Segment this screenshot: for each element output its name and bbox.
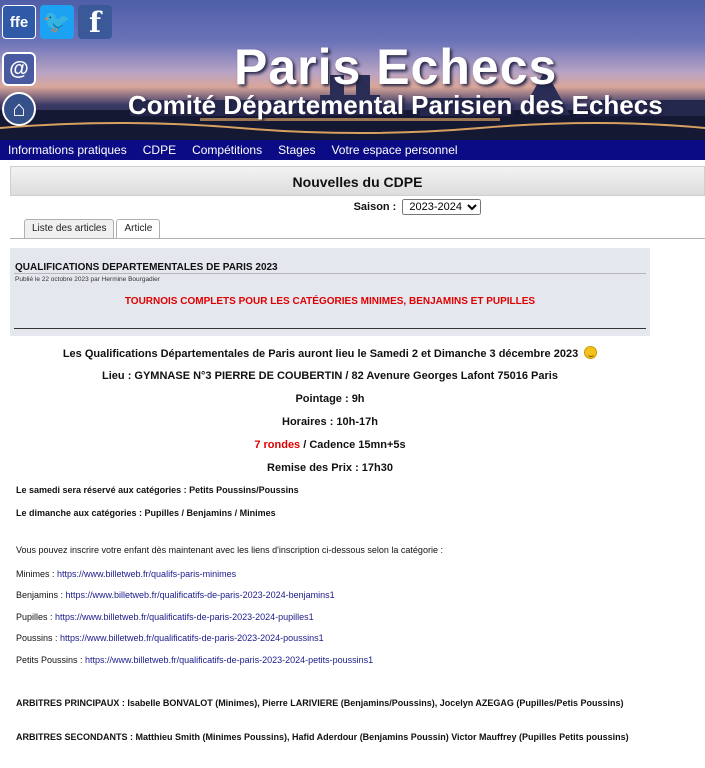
event-horaires: Horaires : 10h-17h <box>282 416 378 428</box>
link-benjamins[interactable]: https://www.billetweb.fr/qualificatifs-de-paris-2023-2024-benjamins1 <box>65 590 335 600</box>
facebook-icon[interactable]: f <box>78 5 112 39</box>
site-subtitle: Comité Départemental Parisien des Echecs <box>128 90 663 120</box>
link-poussins[interactable]: https://www.billetweb.fr/qualificatifs-de-paris-2023-2024-poussins1 <box>60 633 324 643</box>
arbitres-principaux: ARBITRES PRINCIPAUX : Isabelle BONVALOT (Minimes), Pierre LARIVIERE (Benjamins/Poussins), Jocelyn AZEGAG (Pupilles/Petis Poussins) <box>16 698 624 708</box>
link-label: Pupilles : <box>16 612 56 622</box>
article-title-underline <box>14 273 646 274</box>
arbitres-secondants: ARBITRES SECONDANTS : Matthieu Smith (Minimes Poussins), Hafid Aderdour (Benjamins Poussin) Victor Mauffrey (Pupilles Petits poussins) <box>16 732 629 742</box>
link-label: Benjamins : <box>16 590 66 600</box>
event-prize: Remise des Prix : 17h30 <box>267 462 393 474</box>
link-row-minimes <box>16 569 236 579</box>
tabs-divider <box>10 238 705 239</box>
nav-espace-personnel[interactable]: Votre espace personnel <box>331 143 458 157</box>
rounds-cadence: / Cadence 15mn+5s <box>300 439 406 451</box>
nav-competitions[interactable]: Compétitions <box>192 143 263 157</box>
link-minimes[interactable]: https://www.billetweb.fr/qualifs-paris-minimes <box>57 569 237 579</box>
season-row <box>0 199 705 215</box>
ffe-logo-icon[interactable]: ffe <box>2 5 36 39</box>
event-venue: Lieu : GYMNASE N°3 PIERRE DE COUBERTIN / 82 Avenure Georges Lafont 75016 Paris <box>102 370 558 382</box>
event-dates <box>0 346 660 360</box>
link-pupilles[interactable]: https://www.billetweb.fr/qualificatifs-de-paris-2023-2024-pupilles1 <box>55 612 314 622</box>
link-petits-poussins[interactable]: https://www.billetweb.fr/qualificatifs-de-paris-2023-2024-petits-poussins1 <box>85 655 374 665</box>
home-icon[interactable]: ⌂ <box>2 92 36 126</box>
article-separator <box>14 328 646 329</box>
tab-liste-articles[interactable]: Liste des articles <box>24 219 114 239</box>
article-headline: TOURNOIS COMPLETS POUR LES CATÉGORIES MINIMES, BENJAMINS ET PUPILLES <box>124 296 536 307</box>
link-row-pupilles <box>16 612 314 622</box>
event-dates-text: Les Qualifications Départementales de Paris auront lieu le Samedi 2 et Dimanche 3 décembre 2023 <box>62 348 579 360</box>
mail-icon[interactable]: @ <box>2 52 36 86</box>
link-label: Petits Poussins : <box>16 655 86 665</box>
nav-stages[interactable]: Stages <box>278 143 316 157</box>
season-select[interactable] <box>402 199 481 215</box>
saturday-info: Le samedi sera réservé aux catégories : Petits Poussins/Poussins <box>16 485 299 495</box>
link-row-benjamins <box>16 590 335 600</box>
event-rounds <box>0 439 660 451</box>
main-nav <box>0 140 705 160</box>
twitter-icon[interactable]: 🐦 <box>40 5 74 39</box>
tab-article[interactable]: Article <box>116 219 160 239</box>
nav-cdpe[interactable]: CDPE <box>142 143 177 157</box>
site-title: Paris Echecs <box>234 39 558 95</box>
link-label: Poussins : <box>16 633 61 643</box>
rounds-count: 7 rondes <box>254 439 301 451</box>
article-title: QUALIFICATIONS DEPARTEMENTALES DE PARIS 2023 <box>15 262 278 273</box>
news-title: Nouvelles du CDPE <box>10 166 705 196</box>
smiley-icon <box>584 346 597 359</box>
sunday-info: Le dimanche aux catégories : Pupilles / Benjamins / Minimes <box>16 508 276 518</box>
header-banner <box>0 0 705 140</box>
link-label: Minimes : <box>16 569 58 579</box>
link-row-poussins <box>16 633 324 643</box>
event-pointage: Pointage : 9h <box>295 393 365 405</box>
article-meta: Publié le 22 octobre 2023 par Hermine Bourgadier <box>15 276 160 283</box>
registration-intro: Vous pouvez inscrire votre enfant dès maintenant avec les liens d'inscription ci-dessous selon la catégorie : <box>16 545 443 555</box>
link-row-petits-poussins <box>16 655 373 665</box>
article-header <box>10 248 650 336</box>
nav-informations-pratiques[interactable]: Informations pratiques <box>8 143 127 157</box>
season-label: Saison : <box>353 201 397 213</box>
article-tabs <box>24 219 162 239</box>
